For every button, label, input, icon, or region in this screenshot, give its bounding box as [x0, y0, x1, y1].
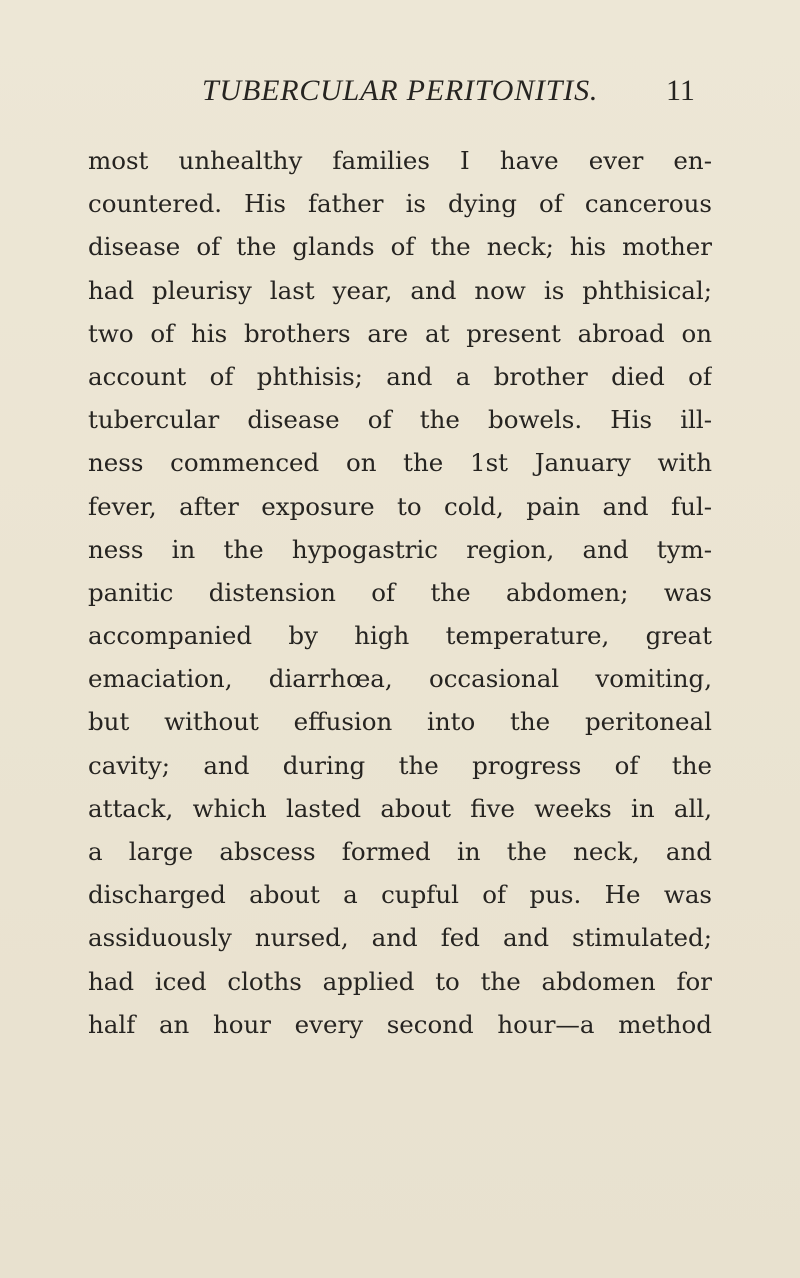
- text-line: attack, which lasted about five weeks in all,: [88, 793, 712, 823]
- text-line: emaciation, diarrhœa, occasional vomiting,: [88, 664, 712, 694]
- text-line: accompanied by high temperature, great: [88, 621, 712, 651]
- text-line: ness commenced on the 1st January with: [88, 448, 712, 478]
- page-header: [0, 74, 800, 114]
- body-text: [88, 139, 712, 1046]
- text-line: account of phthisis; and a brother died of: [88, 361, 712, 391]
- text-line: a large abscess formed in the neck, and: [88, 837, 712, 866]
- text-line: fever, after exposure to cold, pain and ful-: [88, 491, 712, 521]
- running-title: TUBERCULAR PERITONITIS.: [202, 74, 599, 107]
- text-line: had iced cloths applied to the abdomen for: [88, 966, 712, 996]
- text-line: disease of the glands of the neck; his mother: [88, 232, 712, 262]
- text-line: countered. His father is dying of cancerous: [88, 189, 712, 219]
- text-line: half an hour every second hour—a method: [88, 1009, 712, 1039]
- text-line: discharged about a cupful of pus. He was: [88, 880, 712, 910]
- text-line: ness in the hypogastric region, and tym-: [88, 534, 712, 564]
- text-line: tubercular disease of the bowels. His ill-: [88, 405, 712, 435]
- text-line: most unhealthy families I have ever en-: [88, 146, 712, 175]
- text-line: had pleurisy last year, and now is phthisical;: [88, 275, 712, 305]
- text-line: two of his brothers are at present abroad on: [88, 318, 712, 348]
- text-line: assiduously nursed, and fed and stimulated;: [88, 923, 712, 953]
- text-line: cavity; and during the progress of the: [88, 750, 712, 780]
- text-line: but without effusion into the peritoneal: [88, 707, 712, 737]
- text-line: panitic distension of the abdomen; was: [88, 577, 712, 607]
- page-number: 11: [666, 74, 695, 107]
